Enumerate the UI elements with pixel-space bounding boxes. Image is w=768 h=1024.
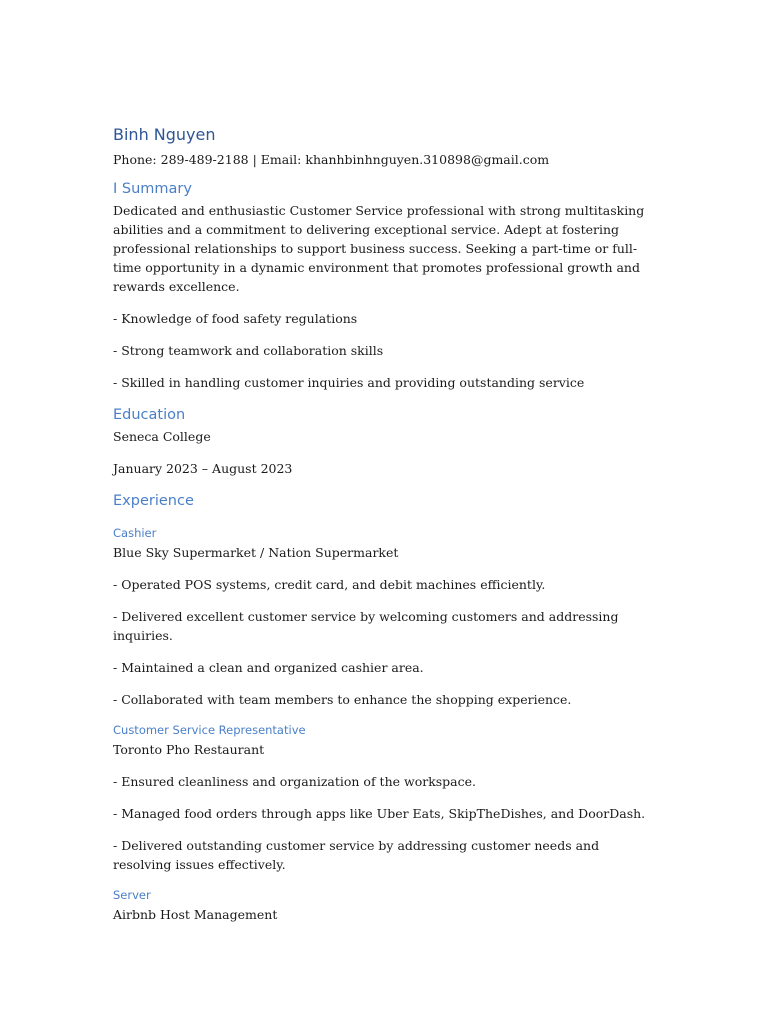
summary-section [113,179,658,392]
skill-item: - Strong teamwork and collaboration skills [113,343,384,358]
contact-line: Phone: 289-489-2188 | Email: khanhbinhnguyen.310898@gmail.com [113,152,550,167]
job-entry [113,722,658,874]
job-bullet: - Maintained a clean and organized cashier area. [113,660,424,675]
resume-name: Binh Nguyen [113,125,216,144]
summary-heading: I Summary [113,181,192,197]
skill-item: - Skilled in handling customer inquiries and providing outstanding service [113,375,585,390]
job-title: Server [113,888,151,902]
job-bullet: - Operated POS systems, credit card, and debit machines efficiently. [113,577,546,592]
education-heading: Education [113,407,186,423]
job-entry [113,525,658,709]
job-entry [113,887,658,924]
experience-list [113,525,658,924]
education-section [113,405,658,478]
education-school: Seneca College [113,429,211,444]
job-bullet: - Managed food orders through apps like Uber Eats, SkipTheDishes, and DoorDash. [113,806,646,821]
job-bullet: - Collaborated with team members to enhance the shopping experience. [113,692,572,707]
job-title: Customer Service Representative [113,723,306,737]
experience-heading: Experience [113,493,194,509]
job-company: Toronto Pho Restaurant [113,742,265,757]
summary-text: Dedicated and enthusiastic Customer Service professional with strong multitasking abilities and a commitment to delivering exceptional service. Adept at fostering professional relationships to support business success. Seeking a part-time or full-time opportunity in a dynamic environment that promotes professional growth and rewards excellence. [113,203,645,294]
experience-section [113,491,658,924]
job-bullet: - Ensured cleanliness and organization of the workspace. [113,774,477,789]
job-company: Airbnb Host Management [113,907,278,922]
resume-page [113,124,658,937]
job-title: Cashier [113,526,157,540]
job-bullet: - Delivered excellent customer service by welcoming customers and addressing inquiries. [113,609,619,643]
education-dates: January 2023 – August 2023 [113,461,293,476]
job-bullet: - Delivered outstanding customer service by addressing customer needs and resolving issues effectively. [113,838,600,872]
skill-item: - Knowledge of food safety regulations [113,311,358,326]
job-company: Blue Sky Supermarket / Nation Supermarket [113,545,399,560]
